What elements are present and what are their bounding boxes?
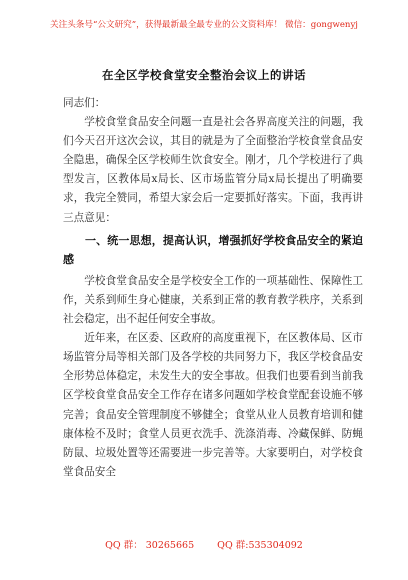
paragraph: 近年来，在区委、区政府的高度重视下，在区教体局、区市场监管分局等相关部门及各学校的共同努力下，我区学校食品安全形势总体稳定，未发生大的安全事故。但我们也要看到当前我区学校食堂食品安全工作存在诸多问题如学校食堂配套设施不够完善；食品安全管理制度不够健全；食堂从业人员教育培训和健康体检不及时；食堂人员更衣洗手、洗涤消毒、冷藏保鲜、防蝇防鼠、垃圾处置等还需要进一步完善等。大家要明白，对学校食堂食品安全 <box>63 332 363 478</box>
footer-contact <box>0 537 408 551</box>
paragraph: 学校食堂食品安全问题一直是社会各界高度关注的问题，我们今天召开这次会议，其目的就是为了全面整治学校食堂食品安全隐患，确保全区学校师生饮食安全。刚才，几个学校进行了典型发言，区教体局x局长、区市场监管分局x局长提出了明确要求，我完全赞同，希望大家会后一定要抓好落实。下面，我再讲三点意见： <box>63 116 363 224</box>
paragraph: 学校食堂食品安全是学校安全工作的一项基础性、保障性工作，关系到师生身心健康，关系到正常的教育教学秩序，关系到社会稳定，出不起任何安全事故。 <box>63 274 363 326</box>
promo-banner: 关注头条号“公文研究”，获得最新最全最专业的公文资料库！ 微信：gongwenyj <box>50 20 358 30</box>
section-heading: 一、统一思想，提高认识，增强抓好学校食品安全的紧迫感 <box>63 233 363 266</box>
qq-group-2: QQ 群:535304092 <box>217 540 303 551</box>
qq-group-1: QQ 群： 30265665 <box>105 540 195 551</box>
salutation: 同志们： <box>63 97 106 109</box>
document-body <box>63 94 363 482</box>
document-title: 在全区学校食堂安全整治会议上的讲话 <box>102 68 306 82</box>
